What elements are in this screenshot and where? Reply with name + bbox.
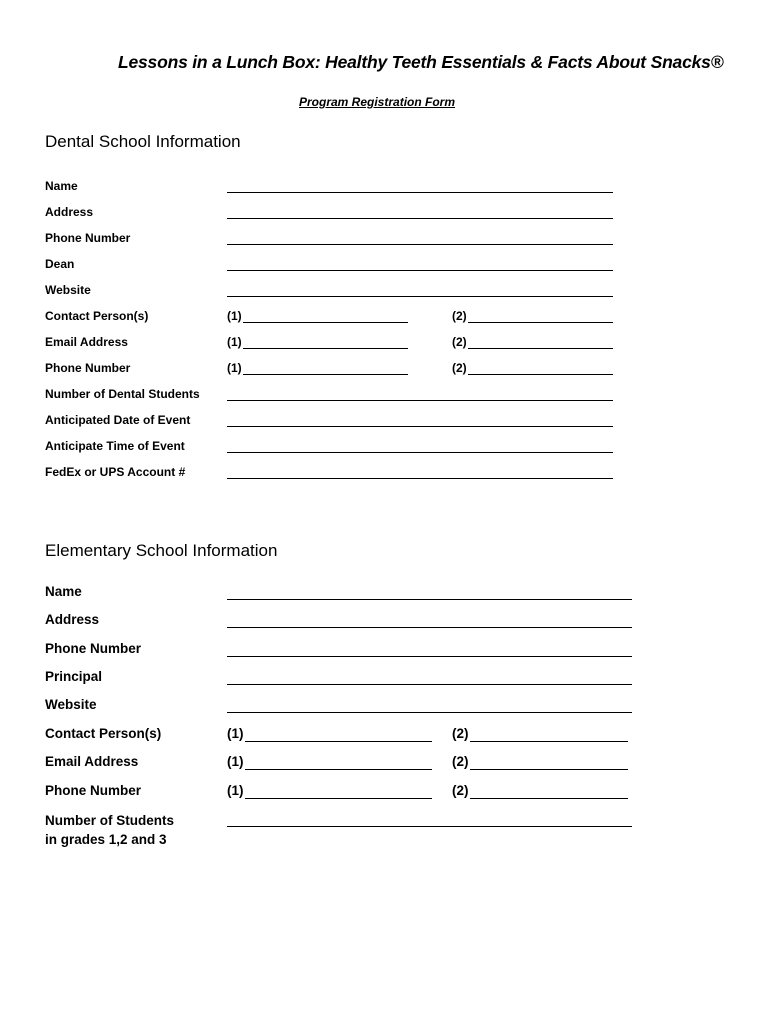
marker-1: (1) (227, 309, 242, 323)
marker-1: (1) (227, 726, 244, 741)
dental-students-label: Number of Dental Students (45, 387, 200, 401)
dental-phone2-label: Phone Number (45, 361, 131, 375)
marker-2: (2) (452, 335, 467, 349)
dental-time-line[interactable] (227, 452, 613, 453)
dental-name-label: Name (45, 179, 78, 193)
elem-contact-1-line[interactable] (245, 741, 432, 742)
marker-2: (2) (452, 783, 469, 798)
dental-phone2-1-line[interactable] (243, 374, 408, 375)
marker-1: (1) (227, 361, 242, 375)
dental-address-label: Address (45, 205, 94, 219)
dental-website-label: Website (45, 283, 91, 297)
dental-fedex-label: FedEx or UPS Account # (45, 465, 186, 479)
dental-section-heading: Dental School Information (45, 132, 241, 151)
elem-contact-row (0, 726, 770, 744)
elem-principal-line[interactable] (227, 684, 632, 685)
elem-principal-row (0, 669, 770, 687)
elem-phone2-label: Phone Number (45, 783, 142, 798)
elem-contact-2-line[interactable] (470, 741, 628, 742)
dental-website-line[interactable] (227, 296, 613, 297)
elem-email-label: Email Address (45, 754, 139, 769)
dental-phone2-row (0, 361, 770, 377)
form-subtitle: Program Registration Form (299, 95, 456, 109)
dental-fedex-line[interactable] (227, 478, 613, 479)
elem-website-row (0, 697, 770, 715)
elem-phone-label: Phone Number (45, 641, 142, 656)
elem-phone-row (0, 641, 770, 659)
dental-contact-label: Contact Person(s) (45, 309, 149, 323)
elem-address-row (0, 612, 770, 630)
marker-2: (2) (452, 726, 469, 741)
elem-principal-label: Principal (45, 669, 103, 684)
dental-time-label: Anticipate Time of Event (45, 439, 185, 453)
marker-2: (2) (452, 361, 467, 375)
dental-phone-label: Phone Number (45, 231, 131, 245)
elementary-section-heading: Elementary School Information (45, 541, 278, 560)
dental-email-row (0, 335, 770, 351)
dental-date-label: Anticipated Date of Event (45, 413, 191, 427)
dental-date-row (0, 413, 770, 429)
dental-dean-row (0, 257, 770, 273)
elem-students-line[interactable] (227, 826, 632, 827)
dental-email-label: Email Address (45, 335, 128, 349)
dental-students-line[interactable] (227, 400, 613, 401)
elem-contact-label: Contact Person(s) (45, 726, 162, 741)
dental-phone-line[interactable] (227, 244, 613, 245)
dental-dean-label: Dean (45, 257, 75, 271)
marker-1: (1) (227, 335, 242, 349)
dental-contact-row (0, 309, 770, 325)
dental-address-row (0, 205, 770, 221)
elem-name-label: Name (45, 584, 82, 599)
dental-students-row (0, 387, 770, 403)
elem-phone-line[interactable] (227, 656, 632, 657)
elem-address-line[interactable] (227, 627, 632, 628)
dental-name-row (0, 179, 770, 195)
elem-students-label-line2: in grades 1,2 and 3 (45, 832, 167, 847)
dental-contact-2-line[interactable] (468, 322, 613, 323)
dental-website-row (0, 283, 770, 299)
elem-email-row (0, 754, 770, 772)
elem-students-label-line1: Number of Students (45, 813, 175, 828)
dental-phone-row (0, 231, 770, 247)
elem-phone2-1-line[interactable] (245, 798, 432, 799)
dental-fedex-row (0, 465, 770, 481)
marker-2: (2) (452, 309, 467, 323)
elem-email-2-line[interactable] (470, 769, 628, 770)
marker-1: (1) (227, 754, 244, 769)
dental-email-1-line[interactable] (243, 348, 408, 349)
elem-address-label: Address (45, 612, 100, 627)
elem-students-label (45, 811, 174, 849)
elem-name-line[interactable] (227, 599, 632, 600)
dental-address-line[interactable] (227, 218, 613, 219)
elem-name-row (0, 584, 770, 602)
marker-1: (1) (227, 783, 244, 798)
dental-email-2-line[interactable] (468, 348, 613, 349)
dental-contact-1-line[interactable] (243, 322, 408, 323)
elem-website-line[interactable] (227, 712, 632, 713)
dental-time-row (0, 439, 770, 455)
elem-phone2-row (0, 783, 770, 801)
dental-name-line[interactable] (227, 192, 613, 193)
form-title: Lessons in a Lunch Box: Healthy Teeth Essentials & Facts About Snacks® (118, 52, 724, 72)
marker-2: (2) (452, 754, 469, 769)
dental-dean-line[interactable] (227, 270, 613, 271)
dental-phone2-2-line[interactable] (468, 374, 613, 375)
elem-students-row (0, 811, 770, 851)
elem-email-1-line[interactable] (245, 769, 432, 770)
elem-phone2-2-line[interactable] (470, 798, 628, 799)
dental-date-line[interactable] (227, 426, 613, 427)
elem-website-label: Website (45, 697, 97, 712)
